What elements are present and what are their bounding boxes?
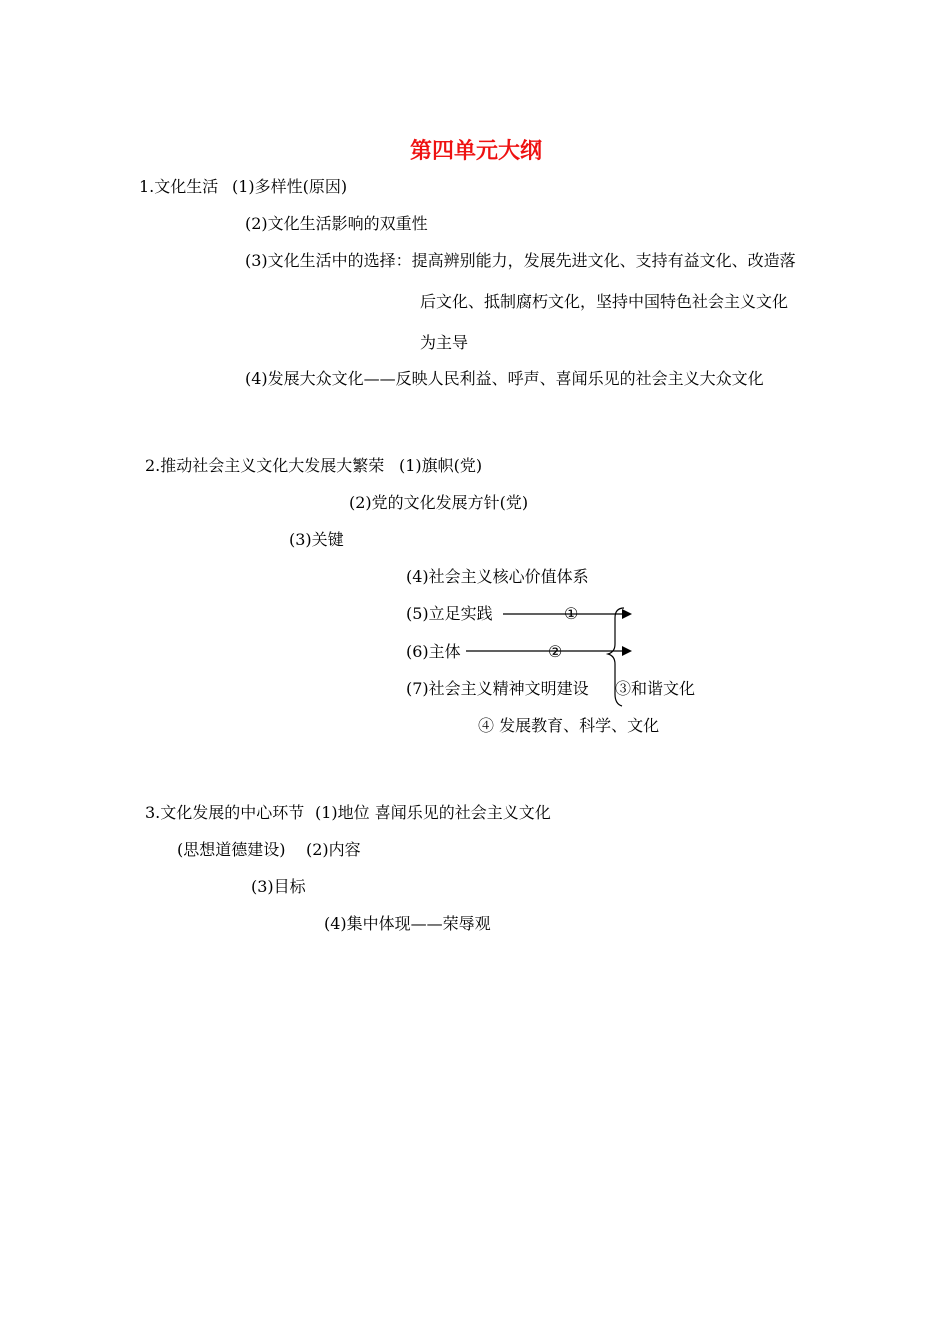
section2-item6: (6)主体 <box>406 642 461 661</box>
section1-item3-line2: 后文化、抵制腐朽文化，坚持中国特色社会主义文化 <box>420 292 789 311</box>
section1-heading: 1.文化生活 <box>139 177 219 196</box>
section2-item2: (2)党的文化发展方针(党) <box>349 493 529 512</box>
arrowhead-2 <box>622 646 632 656</box>
section2-item1: (1)旗帜(党) <box>399 456 483 475</box>
circled-marker-2: ② <box>548 642 563 661</box>
section1-item4: (4)发展大众文化——反映人民利益、呼声、喜闻乐见的社会主义大众文化 <box>245 369 764 388</box>
section3-item4: (4)集中体现——荣辱观 <box>324 914 491 933</box>
circled-marker-1: ① <box>564 604 579 623</box>
section3-sub: (思想道德建设) <box>177 840 286 859</box>
section1-item3-line3: 为主导 <box>420 333 469 352</box>
section1-item2: (2)文化生活影响的双重性 <box>245 214 428 233</box>
section2-item3: (3)关键 <box>289 530 344 549</box>
section2-item4: (4)社会主义核心价值体系 <box>406 567 589 586</box>
section3-item1: (1)地位 喜闻乐见的社会主义文化 <box>315 803 551 822</box>
section3-item3: (3)目标 <box>251 877 306 896</box>
section3-heading: 3.文化发展的中心环节 <box>145 803 305 822</box>
circled-marker-4-education: ④ 发展教育、科学、文化 <box>478 716 660 735</box>
section2-heading: 2.推动社会主义文化大发展大繁荣 <box>145 456 385 475</box>
arrowhead-1 <box>622 609 632 619</box>
section2-item5: (5)立足实践 <box>406 604 493 623</box>
section3-item2: (2)内容 <box>306 840 361 859</box>
section1-item3-line1: (3)文化生活中的选择：提高辨别能力，发展先进文化、支持有益文化、改造落 <box>245 251 796 270</box>
section2-item7: (7)社会主义精神文明建设 <box>406 679 589 698</box>
section1-item1: (1)多样性(原因) <box>232 177 348 196</box>
circled-marker-3-harmony: ③和谐文化 <box>615 679 696 698</box>
page-title: 第四单元大纲 <box>410 139 543 164</box>
